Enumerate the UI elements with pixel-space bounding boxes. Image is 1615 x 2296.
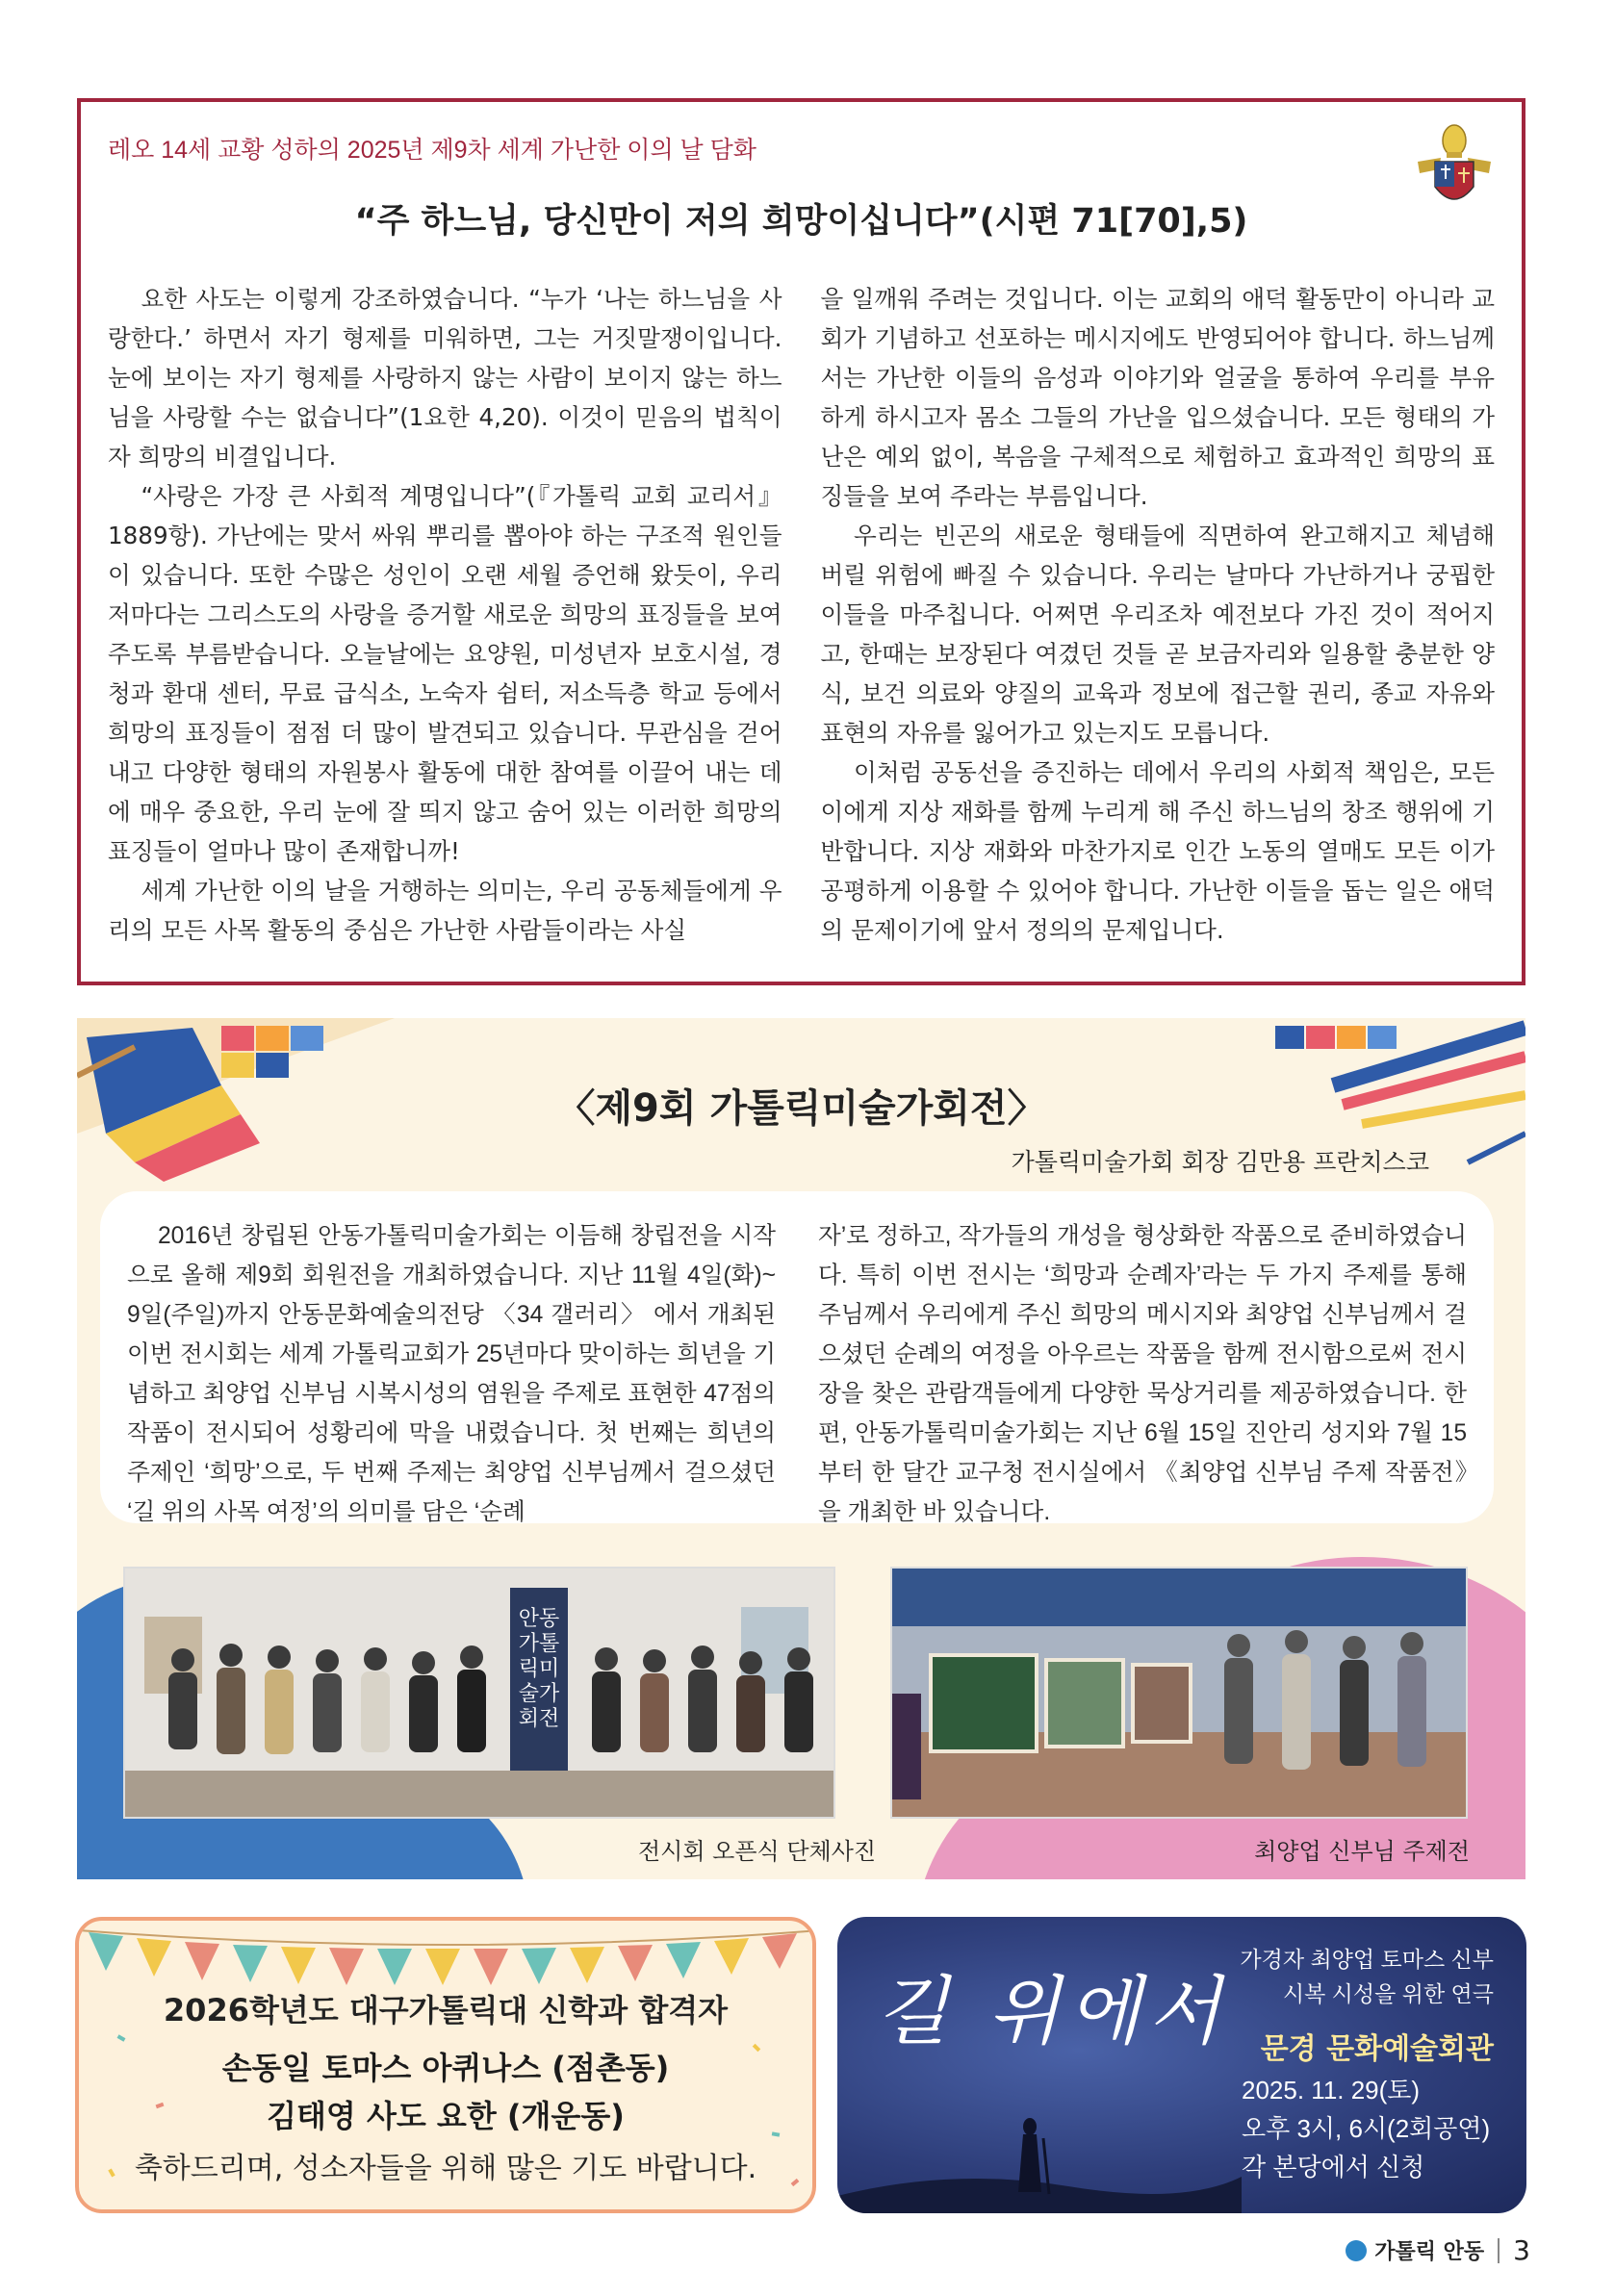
page-footer (1346, 2234, 1530, 2266)
message-column-right (821, 279, 1496, 950)
play-subtitle: 가경자 최양업 토마스 신부 (1240, 1947, 1494, 1972)
exhibition-column-left (127, 1216, 776, 1523)
exhibition-paragraph: 2016년 창립된 안동가톨릭미술가회는 이듬해 창립전을 시작으로 올해 제9회 회원전을 개최하였습니다. 지난 11월 4일(화)~ 9일(주일)까지 안동문화예술의전당 〈34 갤러리〉 에서 개최된 이번 전시회는 세계 가톨릭교회가 25년마다 맞이하는 희년을 기념하고 최양업 신부님 시복시성의 염원을 주제로 표현한 47점의 작품이 전시되어 성황리에 막을 내렸습니다. 첫 번째는 희년의 주제인 ‘희망’으로, 두 번째 주제는 최양업 신부님께서 걸으셨던 ‘길 위의 사목 여정’의 의미를 담은 ‘순례 (127, 1223, 776, 1525)
message-title: “주 하느님, 당신만이 저의 희망이십니다”(시편 71[70],5) (354, 202, 1248, 241)
exhibition-paragraph: 자’로 정하고, 작가들의 개성을 형상화한 작품으로 준비하였습니다. 특히 이번 전시는 ‘희망과 순례자’라는 두 가지 주제를 통해 주님께서 우리에게 주신 희망의 메시지와 최양업 신부님께서 걸으셨던 순례의 여정을 아우르는 작품을 함께 전시함으로써 전시장을 찾은 관람객들에게 다양한 묵상거리를 제공하였습니다. 한편, 안동가톨릭미술가회는 지난 6월 15일 진안리 성지와 7월 15부터 한 달간 교구청 전시실에서 《최양업 신부님 주제 작품전》을 개최한 바 있습니다. (818, 1223, 1467, 1525)
message-body (108, 279, 1495, 950)
congrats-box (75, 1917, 816, 2213)
exhibition-title: 〈제9회 가톨릭미술가회전〉 (556, 1086, 1046, 1131)
message-paragraph: 세계 가난한 이의 날을 거행하는 의미는, 우리 공동체들에게 우리의 모든 사목 활동의 중심은 가난한 사람들이라는 사실 (108, 877, 782, 944)
message-kicker: 레오 14세 교황 성하의 2025년 제9차 세계 가난한 이의 날 담화 (108, 137, 756, 164)
exhibition-text-card (100, 1191, 1494, 1523)
pilgrim-silhouette-icon (837, 2100, 1242, 2213)
footer-brand: 가톨릭 안동 (1374, 2240, 1485, 2264)
message-paragraph: 이처럼 공동선을 증진하는 데에서 우리의 사회적 책임은, 모든 이에게 지상 재화를 함께 누리게 해 주신 하느님의 창조 행위에 기반합니다. 지상 재화와 마찬가지로 인간 노동의 열매도 모든 이가 공평하게 이용할 수 있어야 합니다. 가난한 이들을 돕는 일은 애덕의 문제이기에 앞서 정의의 문제입니다. (820, 758, 1495, 944)
photo-caption: 최양업 신부님 주제전 (1254, 1838, 1470, 1865)
brand-logo-icon (1346, 2240, 1367, 2261)
congrats-title: 2026학년도 대구가톨릭대 신학과 합격자 (163, 1992, 729, 2028)
play-date: 2025. 11. 29(토) (1242, 2076, 1421, 2105)
exhibition-column-right (818, 1216, 1467, 1523)
play-advertisement (837, 1917, 1526, 2213)
footer-divider (1498, 2238, 1500, 2263)
play-time: 오후 3시, 6시(2회공연) (1242, 2114, 1491, 2143)
message-paragraph: “사랑은 가장 큰 사회적 계명입니다”(『가톨릭 교회 교리서』 1889항). 가난에는 맞서 싸워 뿌리를 뽑아야 하는 구조적 원인들이 있습니다. 또한 수많은 성인이 오랜 세월 증언해 왔듯이, 우리 저마다는 그리스도의 사랑을 증거할 새로운 희망의 표징들을 보여 주도록 부름받습니다. 오늘날에는 요양원, 미성년자 보호시설, 경청과 환대 센터, 무료 급식소, 노숙자 쉼터, 저소득층 학교 등에서 희망의 표징들이 점점 더 많이 발견되고 있습니다. 무관심을 걷어내고 다양한 형태의 자원봉사 활동에 대한 참여를 이끌어 내는 데에 매우 중요한, 우리 눈에 잘 띄지 않고 숨어 있는 이러한 희망의 표징들이 얼마나 많이 존재합니까! (108, 482, 782, 865)
congrats-name: 손동일 토마스 아퀴나스 (점촌동) (221, 2050, 670, 2086)
message-paragraph: 요한 사도는 이렇게 강조하였습니다. “누가 ‘나는 하느님을 사랑한다.’ 하면서 자기 형제를 미워하면, 그는 거짓말쟁이입니다. 눈에 보이는 자기 형제를 사랑하지 않는 사람이 보이지 않는 하느님을 사랑할 수는 없습니다”(1요한 4,20). 이것이 믿음의 법칙이자 희망의 비결입니다. (108, 285, 782, 471)
message-paragraph: 을 일깨워 주려는 것입니다. 이는 교회의 애덕 활동만이 아니라 교회가 기념하고 선포하는 메시지에도 반영되어야 합니다. 하느님께서는 가난한 이들의 음성과 이야기와 얼굴을 통하여 우리를 부유하게 하시고자 몸소 그들의 가난을 입으셨습니다. 모든 형태의 가난은 예외 없이, 복음을 구체적으로 체험하고 효과적인 희망의 표징들을 보여 주라는 부름입니다. (820, 285, 1495, 510)
play-ticket-info: 각 본당에서 신청 (1242, 2153, 1425, 2181)
art-exhibition-panel (77, 1018, 1525, 1879)
page-number: 3 (1513, 2234, 1530, 2266)
papal-message-box (77, 98, 1525, 985)
congrats-name: 김태영 사도 요한 (개운동) (267, 2098, 625, 2134)
play-venue: 문경 문화예술회관 (1260, 2032, 1494, 2066)
group-photo-illustration (125, 1569, 835, 1819)
message-paragraph: 우리는 빈곤의 새로운 형태들에 직면하여 완고해지고 체념해 버릴 위험에 빠질 수 있습니다. 우리는 날마다 가난하거나 궁핍한 이들을 마주칩니다. 어쩌면 우리조차 예전보다 가진 것이 적어지고, 한때는 보장된다 여겼던 것들 곧 보금자리와 일용할 충분한 양식, 보건 의료와 양질의 교육과 정보에 접근할 권리, 종교 자유와 표현의 자유를 잃어가고 있는지도 모릅니다. (820, 522, 1495, 747)
exhibition-author: 가톨릭미술가회 회장 김만용 프란치스코 (1011, 1148, 1429, 1176)
exhibition-outdoor-photo (890, 1567, 1468, 1819)
congrats-message: 축하드리며, 성소자들을 위해 많은 기도 바랍니다. (134, 2152, 757, 2185)
outdoor-photo-illustration (892, 1569, 1468, 1819)
exhibition-banner: 안동가톨릭미술가회전 (518, 1607, 560, 1731)
photo-caption: 전시회 오픈식 단체사진 (638, 1838, 877, 1865)
play-subtitle: 시복 시성을 위한 연극 (1282, 1981, 1494, 2006)
play-script-title: 길 위에서 (876, 1969, 1229, 2055)
message-column-left (108, 279, 782, 950)
exhibition-group-photo (123, 1567, 835, 1819)
